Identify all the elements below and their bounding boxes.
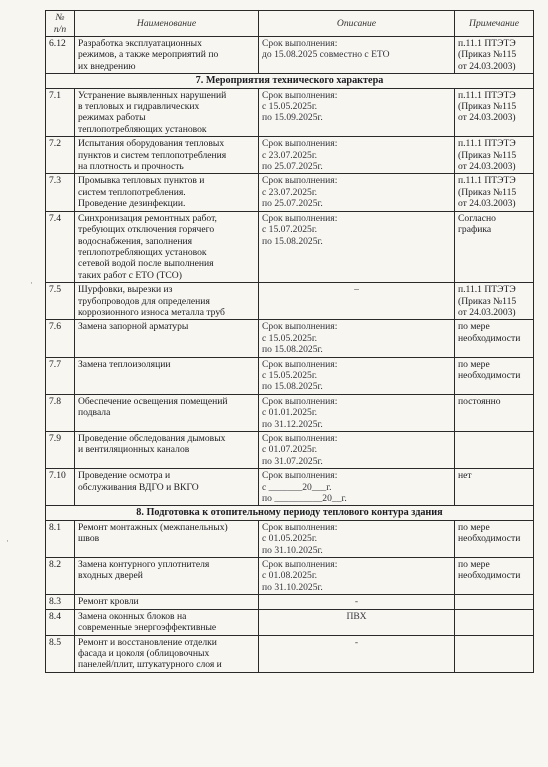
item-description bbox=[259, 432, 455, 469]
item-note bbox=[455, 609, 534, 635]
item-description-line: по 31.10.2025г. bbox=[262, 544, 323, 556]
table-row bbox=[46, 432, 534, 469]
document-page bbox=[45, 10, 533, 673]
item-description-line: с 01.07.2025г. bbox=[262, 444, 318, 456]
item-description bbox=[259, 320, 455, 357]
item-note-line: по мере bbox=[458, 559, 490, 571]
item-number: 7.7 bbox=[46, 357, 75, 394]
item-note-line: п.11.1 ПТЭТЭ bbox=[458, 138, 516, 150]
item-description-line: по 31.10.2025г. bbox=[262, 581, 323, 593]
item-name-line: пунктов и систем теплопотребления bbox=[78, 149, 227, 161]
item-description bbox=[259, 137, 455, 174]
margin-mark: · bbox=[6, 536, 9, 546]
table-row bbox=[46, 520, 534, 557]
item-name-line: на плотность и прочность bbox=[78, 161, 184, 173]
item-name bbox=[75, 37, 259, 74]
item-description bbox=[259, 609, 455, 635]
item-note-line: п.11.1 ПТЭТЭ bbox=[458, 284, 516, 296]
section-row bbox=[46, 506, 534, 520]
item-name bbox=[75, 88, 259, 137]
item-note-line: п.11.1 ПТЭТЭ bbox=[458, 89, 516, 101]
item-name-line: Проведение обследования дымовых bbox=[78, 433, 226, 444]
item-description-line: по __________20__г. bbox=[262, 493, 347, 505]
item-note-line: по мере bbox=[458, 521, 490, 533]
item-number: 8.4 bbox=[46, 609, 75, 635]
item-description bbox=[259, 558, 455, 595]
item-name bbox=[75, 357, 259, 394]
item-number: 7.2 bbox=[46, 137, 75, 174]
item-number: 7.6 bbox=[46, 320, 75, 357]
item-description-line: - bbox=[354, 636, 359, 648]
item-name-line: и вентиляционных каналов bbox=[78, 444, 190, 456]
item-name-line: швов bbox=[78, 533, 100, 545]
item-name bbox=[75, 137, 259, 174]
item-name-line: Обеспечение освещения помещений bbox=[78, 395, 228, 407]
item-description-line: Срок выполнения: bbox=[262, 321, 338, 333]
table-row bbox=[46, 394, 534, 431]
item-description-line: с _______20___г. bbox=[262, 481, 332, 493]
item-name-line: теплопотребляющих установок bbox=[78, 246, 207, 258]
item-name bbox=[75, 283, 259, 320]
item-name-line: систем теплопотребления. bbox=[78, 186, 186, 198]
table-body bbox=[46, 37, 534, 673]
item-number: 6.12 bbox=[46, 37, 75, 74]
item-name-line: Проведение осмотра и bbox=[78, 470, 171, 482]
header-name: Наименование bbox=[75, 11, 259, 37]
table-row bbox=[46, 211, 534, 282]
item-number: 7.4 bbox=[46, 211, 75, 282]
item-description bbox=[259, 357, 455, 394]
header-description: Описание bbox=[259, 11, 455, 37]
header-number-line1: № bbox=[55, 12, 65, 24]
item-number: 7.9 bbox=[46, 432, 75, 469]
item-name bbox=[75, 520, 259, 557]
item-note-line: от 24.03.2003) bbox=[458, 161, 516, 173]
item-name-line: сетевой водой после выполнения bbox=[78, 258, 214, 270]
item-name-line: Ремонт монтажных (межпанельных) bbox=[78, 521, 228, 533]
item-number: 7.3 bbox=[46, 174, 75, 211]
item-note-line: (Приказ №115 bbox=[458, 149, 517, 161]
item-name-line: в тепловых и гидравлических bbox=[78, 101, 200, 113]
item-number: 7.8 bbox=[46, 394, 75, 431]
item-note bbox=[455, 211, 534, 282]
item-note-line: необходимости bbox=[458, 332, 521, 344]
item-description-line: ПВХ bbox=[346, 610, 367, 622]
section-row bbox=[46, 74, 534, 88]
item-description bbox=[259, 520, 455, 557]
item-name-line: Замена контурного уплотнителя bbox=[78, 559, 210, 571]
item-description-line: с 15.05.2025г. bbox=[262, 101, 318, 113]
table-row bbox=[46, 137, 534, 174]
table-row bbox=[46, 283, 534, 320]
item-name-line: Синхронизация ремонтных работ, bbox=[78, 212, 217, 224]
item-note bbox=[455, 88, 534, 137]
table-row bbox=[46, 174, 534, 211]
table-row bbox=[46, 320, 534, 357]
item-description-line: по 25.07.2025г. bbox=[262, 161, 323, 173]
item-name bbox=[75, 469, 259, 506]
item-name bbox=[75, 635, 259, 672]
item-note bbox=[455, 394, 534, 431]
item-description bbox=[259, 635, 455, 672]
item-number: 7.1 bbox=[46, 88, 75, 137]
item-description-line: по 25.07.2025г. bbox=[262, 198, 323, 210]
table-row bbox=[46, 469, 534, 506]
item-name-line: коррозионного износа металла труб bbox=[78, 306, 225, 318]
item-name bbox=[75, 432, 259, 469]
item-description bbox=[259, 469, 455, 506]
item-description-line: по 15.08.2025г. bbox=[262, 344, 323, 356]
item-name-line: входных дверей bbox=[78, 570, 143, 582]
item-note-line: по мере bbox=[458, 321, 490, 333]
table-row bbox=[46, 635, 534, 672]
item-note-line: нет bbox=[458, 470, 472, 482]
item-name-line: Шурфовки, вырезки из bbox=[78, 284, 173, 296]
table-row bbox=[46, 609, 534, 635]
item-number: 8.3 bbox=[46, 595, 75, 609]
item-name bbox=[75, 394, 259, 431]
item-description-line: с 15.05.2025г. bbox=[262, 369, 318, 381]
item-description-line: Срок выполнения: bbox=[262, 470, 338, 482]
item-description-line: Срок выполнения: bbox=[262, 38, 338, 49]
item-name-line: подвала bbox=[78, 407, 111, 419]
item-name-line: Ремонт кровли bbox=[78, 596, 139, 608]
item-note-line: необходимости bbox=[458, 533, 521, 545]
item-note-line: (Приказ №115 bbox=[458, 186, 517, 198]
section-title: 8. Подготовка к отопительному периоду теплового контура здания bbox=[46, 506, 534, 520]
header-note: Примечание bbox=[455, 11, 534, 37]
item-description-line: Срок выполнения: bbox=[262, 175, 338, 187]
item-name-line: таких работ с ЕТО (ТСО) bbox=[78, 269, 182, 281]
item-name-line: Замена запорной арматуры bbox=[78, 321, 189, 333]
item-description-line: по 31.12.2025г. bbox=[262, 418, 323, 430]
item-number: 8.1 bbox=[46, 520, 75, 557]
item-description-line: Срок выполнения: bbox=[262, 433, 338, 444]
item-name-line: современные энергоэффективные bbox=[78, 622, 217, 634]
item-description-line: по 31.07.2025г. bbox=[262, 455, 323, 467]
item-note bbox=[455, 469, 534, 506]
item-name-line: режимах работы bbox=[78, 112, 146, 124]
item-name-line: водоснабжения, заполнения bbox=[78, 235, 193, 247]
item-description-line: Срок выполнения: bbox=[262, 212, 338, 224]
item-description bbox=[259, 211, 455, 282]
item-name-line: режимов, а также мероприятий по bbox=[78, 49, 219, 61]
item-note-line: п.11.1 ПТЭТЭ bbox=[458, 175, 516, 187]
item-description-line: с 01.05.2025г. bbox=[262, 533, 318, 545]
table-row bbox=[46, 37, 534, 74]
item-note-line: постоянно bbox=[458, 395, 501, 407]
item-note-line: необходимости bbox=[458, 570, 521, 582]
item-note-line: п.11.1 ПТЭТЭ bbox=[458, 38, 516, 49]
item-note-line: необходимости bbox=[458, 369, 521, 381]
table-row bbox=[46, 558, 534, 595]
table-row bbox=[46, 357, 534, 394]
item-note bbox=[455, 137, 534, 174]
item-description-line: Срок выполнения: bbox=[262, 559, 338, 571]
item-name-line: Испытания оборудования тепловых bbox=[78, 138, 225, 150]
item-note-line: (Приказ №115 bbox=[458, 295, 517, 307]
item-description-line: с 23.07.2025г. bbox=[262, 186, 318, 198]
item-note bbox=[455, 595, 534, 609]
item-number: 8.2 bbox=[46, 558, 75, 595]
item-note-line: от 24.03.2003) bbox=[458, 112, 516, 124]
measures-table bbox=[45, 10, 534, 673]
item-description-line: с 01.01.2025г. bbox=[262, 407, 318, 419]
item-note-line: Согласно bbox=[458, 212, 496, 224]
item-note-line: (Приказ №115 bbox=[458, 101, 517, 113]
item-name-line: Промывка тепловых пунктов и bbox=[78, 175, 205, 187]
item-name bbox=[75, 558, 259, 595]
item-number: 7.10 bbox=[46, 469, 75, 506]
item-note bbox=[455, 520, 534, 557]
item-note bbox=[455, 635, 534, 672]
margin-mark: · bbox=[30, 278, 33, 288]
item-description-line: - bbox=[354, 596, 359, 608]
item-note-line: графика bbox=[458, 224, 492, 236]
section-title: 7. Мероприятия технического характера bbox=[46, 74, 534, 88]
item-number: 8.5 bbox=[46, 635, 75, 672]
table-header-row bbox=[46, 11, 534, 37]
item-name-line: панелей/плит, штукатурного слоя и bbox=[78, 659, 222, 671]
item-description-line: Срок выполнения: bbox=[262, 138, 338, 150]
item-description bbox=[259, 283, 455, 320]
item-note bbox=[455, 558, 534, 595]
item-description-line: Срок выполнения: bbox=[262, 521, 338, 533]
item-note bbox=[455, 37, 534, 74]
item-description bbox=[259, 37, 455, 74]
item-name-line: Замена теплоизоляции bbox=[78, 358, 171, 370]
item-note-line: от 24.03.2003) bbox=[458, 60, 516, 72]
item-name-line: их внедрению bbox=[78, 60, 136, 72]
item-note-line: по мере bbox=[458, 358, 490, 370]
item-name-line: теплопотребляющих установок bbox=[78, 123, 207, 135]
header-number-line2: п/п bbox=[53, 23, 67, 35]
item-name bbox=[75, 320, 259, 357]
item-note bbox=[455, 432, 534, 469]
item-description-line: по 15.09.2025г. bbox=[262, 112, 323, 124]
item-note bbox=[455, 320, 534, 357]
item-name-line: Ремонт и восстановление отделки bbox=[78, 636, 217, 648]
item-note-line: от 24.03.2003) bbox=[458, 198, 516, 210]
item-name-line: Разработка эксплуатационных bbox=[78, 38, 202, 49]
item-name bbox=[75, 609, 259, 635]
item-description bbox=[259, 394, 455, 431]
item-description bbox=[259, 88, 455, 137]
item-description bbox=[259, 174, 455, 211]
item-description-line: Срок выполнения: bbox=[262, 89, 338, 101]
item-description-line: Срок выполнения: bbox=[262, 358, 338, 370]
item-description-line: с 01.08.2025г. bbox=[262, 570, 318, 582]
item-description-line: с 15.05.2025г. bbox=[262, 332, 318, 344]
item-note bbox=[455, 357, 534, 394]
item-note bbox=[455, 283, 534, 320]
table-row bbox=[46, 88, 534, 137]
item-name-line: требующих отключения горячего bbox=[78, 224, 215, 236]
item-name bbox=[75, 211, 259, 282]
item-number: 7.5 bbox=[46, 283, 75, 320]
item-name-line: Проведение дезинфекции. bbox=[78, 198, 186, 210]
item-description-line: по 15.08.2025г. bbox=[262, 381, 323, 393]
item-description-line: Срок выполнения: bbox=[262, 395, 338, 407]
item-note-line: от 24.03.2003) bbox=[458, 306, 516, 318]
item-note bbox=[455, 174, 534, 211]
item-name-line: Замена оконных блоков на bbox=[78, 610, 187, 622]
item-name-line: обслуживания ВДГО и ВКГО bbox=[78, 481, 199, 493]
item-name-line: трубопроводов для определения bbox=[78, 295, 210, 307]
item-description bbox=[259, 595, 455, 609]
item-name-line: Устранение выявленных нарушений bbox=[78, 89, 227, 101]
item-name bbox=[75, 595, 259, 609]
item-name-line: фасада и цоколя (облицовочных bbox=[78, 647, 210, 659]
item-note-line: (Приказ №115 bbox=[458, 49, 517, 61]
item-description-line: до 15.08.2025 совместно с ЕТО bbox=[262, 49, 390, 61]
item-description-line: с 23.07.2025г. bbox=[262, 149, 318, 161]
header-number bbox=[46, 11, 75, 37]
item-name bbox=[75, 174, 259, 211]
table-row bbox=[46, 595, 534, 609]
item-description-line: по 15.08.2025г. bbox=[262, 235, 323, 247]
item-description-line: – bbox=[354, 284, 359, 296]
item-description-line: с 15.07.2025г. bbox=[262, 224, 318, 236]
